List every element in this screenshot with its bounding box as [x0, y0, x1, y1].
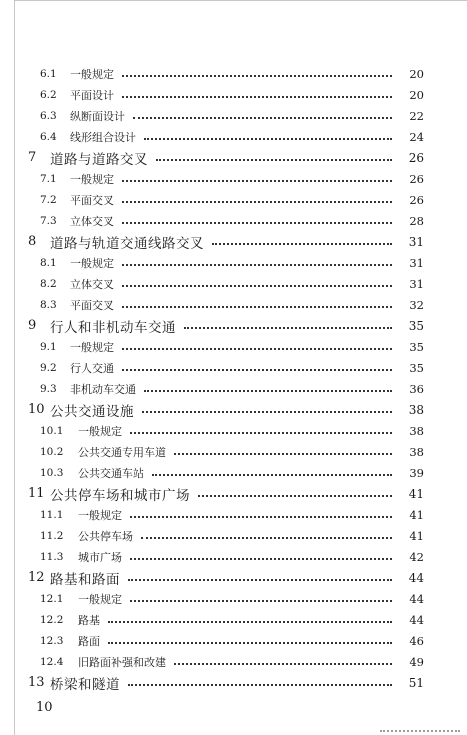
toc-entry-title: 桥梁和隧道	[50, 676, 120, 693]
toc-entry-title: 旧路面补强和改建	[78, 655, 166, 669]
toc-entry-number: 10.1	[40, 424, 64, 437]
toc-entry-title: 立体交叉	[70, 277, 114, 291]
toc-entry-title: 公共交通专用车道	[78, 445, 166, 459]
toc-entry-page: 44	[409, 612, 424, 627]
toc-section-entry[interactable]	[28, 126, 424, 147]
toc-entry-page: 39	[409, 465, 424, 480]
toc-entry-number: 9	[28, 318, 37, 333]
dot-leader	[198, 494, 392, 497]
toc-chapter-entry[interactable]	[28, 147, 424, 168]
toc-entry-title: 平面交叉	[70, 193, 114, 207]
toc-entry-title: 平面设计	[70, 88, 114, 102]
toc-entry-number: 12.2	[40, 613, 64, 626]
toc-entry-title: 公共停车场和城市广场	[50, 487, 190, 504]
toc-chapter-entry[interactable]	[28, 483, 424, 504]
dot-leader	[174, 662, 392, 665]
toc-entry-number: 9.2	[40, 361, 57, 374]
dot-leader	[108, 641, 392, 644]
toc-section-entry[interactable]	[28, 63, 424, 84]
toc-section-entry[interactable]	[28, 441, 424, 462]
toc-chapter-entry[interactable]	[28, 315, 424, 336]
toc-entry-title: 行人交通	[70, 361, 114, 375]
toc-entry-number: 12.3	[40, 634, 64, 647]
toc-entry-title: 一般规定	[78, 424, 122, 438]
dot-leader	[108, 620, 392, 623]
toc-entry-page: 31	[409, 276, 424, 291]
toc-entry-number: 8.1	[40, 256, 57, 269]
toc-section-entry[interactable]	[28, 168, 424, 189]
toc-entry-number: 8	[28, 234, 37, 249]
toc-entry-number: 11.1	[40, 508, 64, 521]
toc-entry-title: 纵断面设计	[70, 109, 125, 123]
toc-section-entry[interactable]	[28, 294, 424, 315]
toc-section-entry[interactable]	[28, 273, 424, 294]
toc-entry-number: 11.3	[40, 550, 64, 563]
toc-chapter-entry[interactable]	[28, 567, 424, 588]
toc-entry-number: 6.4	[40, 130, 57, 143]
toc-entry-page: 38	[408, 402, 424, 417]
toc-entry-title: 非机动车交通	[70, 382, 136, 396]
toc-entry-page: 41	[409, 507, 424, 522]
toc-entry-title: 一般规定	[78, 508, 122, 522]
dot-leader	[130, 515, 392, 518]
toc-section-entry[interactable]	[28, 105, 424, 126]
toc-entry-page: 20	[409, 66, 424, 81]
dot-leader	[133, 116, 392, 119]
dot-leader	[130, 557, 392, 560]
toc-entry-page: 20	[409, 87, 424, 102]
dot-leader	[184, 326, 392, 329]
toc-entry-page: 26	[408, 150, 424, 165]
table-of-contents	[28, 63, 424, 693]
toc-chapter-entry[interactable]	[28, 231, 424, 252]
toc-entry-number: 12	[28, 570, 45, 585]
toc-entry-number: 9.3	[40, 382, 57, 395]
dot-leader	[141, 536, 392, 539]
toc-section-entry[interactable]	[28, 357, 424, 378]
toc-entry-page: 38	[409, 444, 424, 459]
toc-entry-page: 26	[409, 192, 424, 207]
toc-entry-title: 一般规定	[70, 340, 114, 354]
toc-entry-number: 10.3	[40, 466, 64, 479]
toc-entry-number: 8.3	[40, 298, 57, 311]
toc-entry-page: 49	[409, 654, 424, 669]
toc-entry-number: 7.3	[40, 214, 57, 227]
toc-entry-page: 22	[409, 108, 424, 123]
toc-entry-page: 26	[409, 171, 424, 186]
toc-entry-title: 公共交通车站	[78, 466, 144, 480]
toc-entry-title: 路面	[78, 634, 100, 648]
dot-leader	[142, 410, 392, 413]
dot-leader	[122, 368, 392, 371]
toc-entry-page: 44	[409, 591, 424, 606]
toc-entry-number: 13	[28, 675, 45, 690]
toc-entry-page: 41	[408, 486, 424, 501]
toc-entry-page: 38	[409, 423, 424, 438]
toc-entry-page: 51	[408, 675, 424, 690]
dot-leader	[122, 347, 392, 350]
toc-entry-page: 46	[409, 633, 424, 648]
toc-entry-title: 一般规定	[78, 592, 122, 606]
toc-entry-page: 41	[409, 528, 424, 543]
toc-entry-title: 城市广场	[78, 550, 122, 564]
toc-chapter-entry[interactable]	[28, 672, 424, 693]
toc-entry-page: 36	[409, 381, 424, 396]
toc-entry-number: 12.4	[40, 655, 64, 668]
toc-section-entry[interactable]	[28, 84, 424, 105]
toc-entry-title: 平面交叉	[70, 298, 114, 312]
dot-leader	[128, 683, 392, 686]
toc-entry-page: 32	[409, 297, 424, 312]
dot-leader	[122, 74, 392, 77]
page-number: 10	[36, 700, 53, 715]
toc-entry-number: 6.2	[40, 88, 57, 101]
toc-entry-number: 11.2	[40, 529, 64, 542]
toc-entry-number: 10.2	[40, 445, 64, 458]
toc-entry-number: 6.3	[40, 109, 57, 122]
dot-leader	[130, 599, 392, 602]
dot-leader	[152, 473, 392, 476]
toc-entry-title: 公共交通设施	[50, 403, 134, 420]
toc-section-entry[interactable]	[28, 189, 424, 210]
toc-chapter-entry[interactable]	[28, 399, 424, 420]
toc-entry-page: 35	[408, 318, 424, 333]
toc-section-entry[interactable]	[28, 462, 424, 483]
toc-entry-page: 42	[409, 549, 424, 564]
toc-entry-title: 道路与轨道交通线路交叉	[50, 235, 204, 252]
dot-leader	[122, 284, 392, 287]
toc-section-entry[interactable]	[28, 378, 424, 399]
toc-entry-number: 9.1	[40, 340, 57, 353]
toc-entry-page: 31	[409, 255, 424, 270]
toc-entry-page: 31	[408, 234, 424, 249]
toc-entry-page: 35	[409, 339, 424, 354]
dot-leader	[122, 305, 392, 308]
toc-entry-page: 35	[409, 360, 424, 375]
dot-leader	[130, 431, 392, 434]
toc-entry-title: 公共停车场	[78, 529, 133, 543]
toc-section-entry[interactable]	[28, 651, 424, 672]
toc-section-entry[interactable]	[28, 252, 424, 273]
dot-leader	[122, 200, 392, 203]
toc-entry-title: 线形组合设计	[70, 130, 136, 144]
dot-leader	[128, 578, 392, 581]
toc-section-entry[interactable]	[28, 336, 424, 357]
toc-section-entry[interactable]	[28, 588, 424, 609]
dot-leader	[212, 242, 392, 245]
toc-section-entry[interactable]	[28, 609, 424, 630]
toc-entry-title: 行人和非机动车交通	[50, 319, 176, 336]
toc-entry-title: 路基和路面	[50, 571, 120, 588]
toc-entry-page: 28	[409, 213, 424, 228]
toc-entry-number: 12.1	[40, 592, 64, 605]
toc-entry-title: 路基	[78, 613, 100, 627]
toc-section-entry[interactable]	[28, 546, 424, 567]
dot-leader	[122, 263, 392, 266]
toc-entry-title: 立体交叉	[70, 214, 114, 228]
toc-entry-number: 10	[28, 402, 45, 417]
toc-entry-number: 7.1	[40, 172, 57, 185]
toc-section-entry[interactable]	[28, 210, 424, 231]
dot-leader	[122, 95, 392, 98]
toc-entry-title: 一般规定	[70, 256, 114, 270]
dot-leader	[144, 137, 392, 140]
toc-entry-number: 6.1	[40, 67, 57, 80]
scan-artifact	[380, 724, 460, 732]
toc-entry-number: 11	[28, 486, 45, 501]
toc-entry-title: 一般规定	[70, 67, 114, 81]
toc-entry-number: 7	[28, 150, 37, 165]
toc-entry-title: 道路与道路交叉	[50, 151, 148, 168]
dot-leader	[122, 221, 392, 224]
toc-section-entry[interactable]	[28, 504, 424, 525]
dot-leader	[156, 158, 392, 161]
toc-entry-page: 44	[408, 570, 424, 585]
toc-section-entry[interactable]	[28, 630, 424, 651]
toc-section-entry[interactable]	[28, 420, 424, 441]
toc-entry-number: 7.2	[40, 193, 57, 206]
dot-leader	[174, 452, 392, 455]
dot-leader	[144, 389, 392, 392]
toc-entry-title: 一般规定	[70, 172, 114, 186]
toc-entry-page: 24	[409, 129, 424, 144]
dot-leader	[122, 179, 392, 182]
toc-section-entry[interactable]	[28, 525, 424, 546]
toc-entry-number: 8.2	[40, 277, 57, 290]
